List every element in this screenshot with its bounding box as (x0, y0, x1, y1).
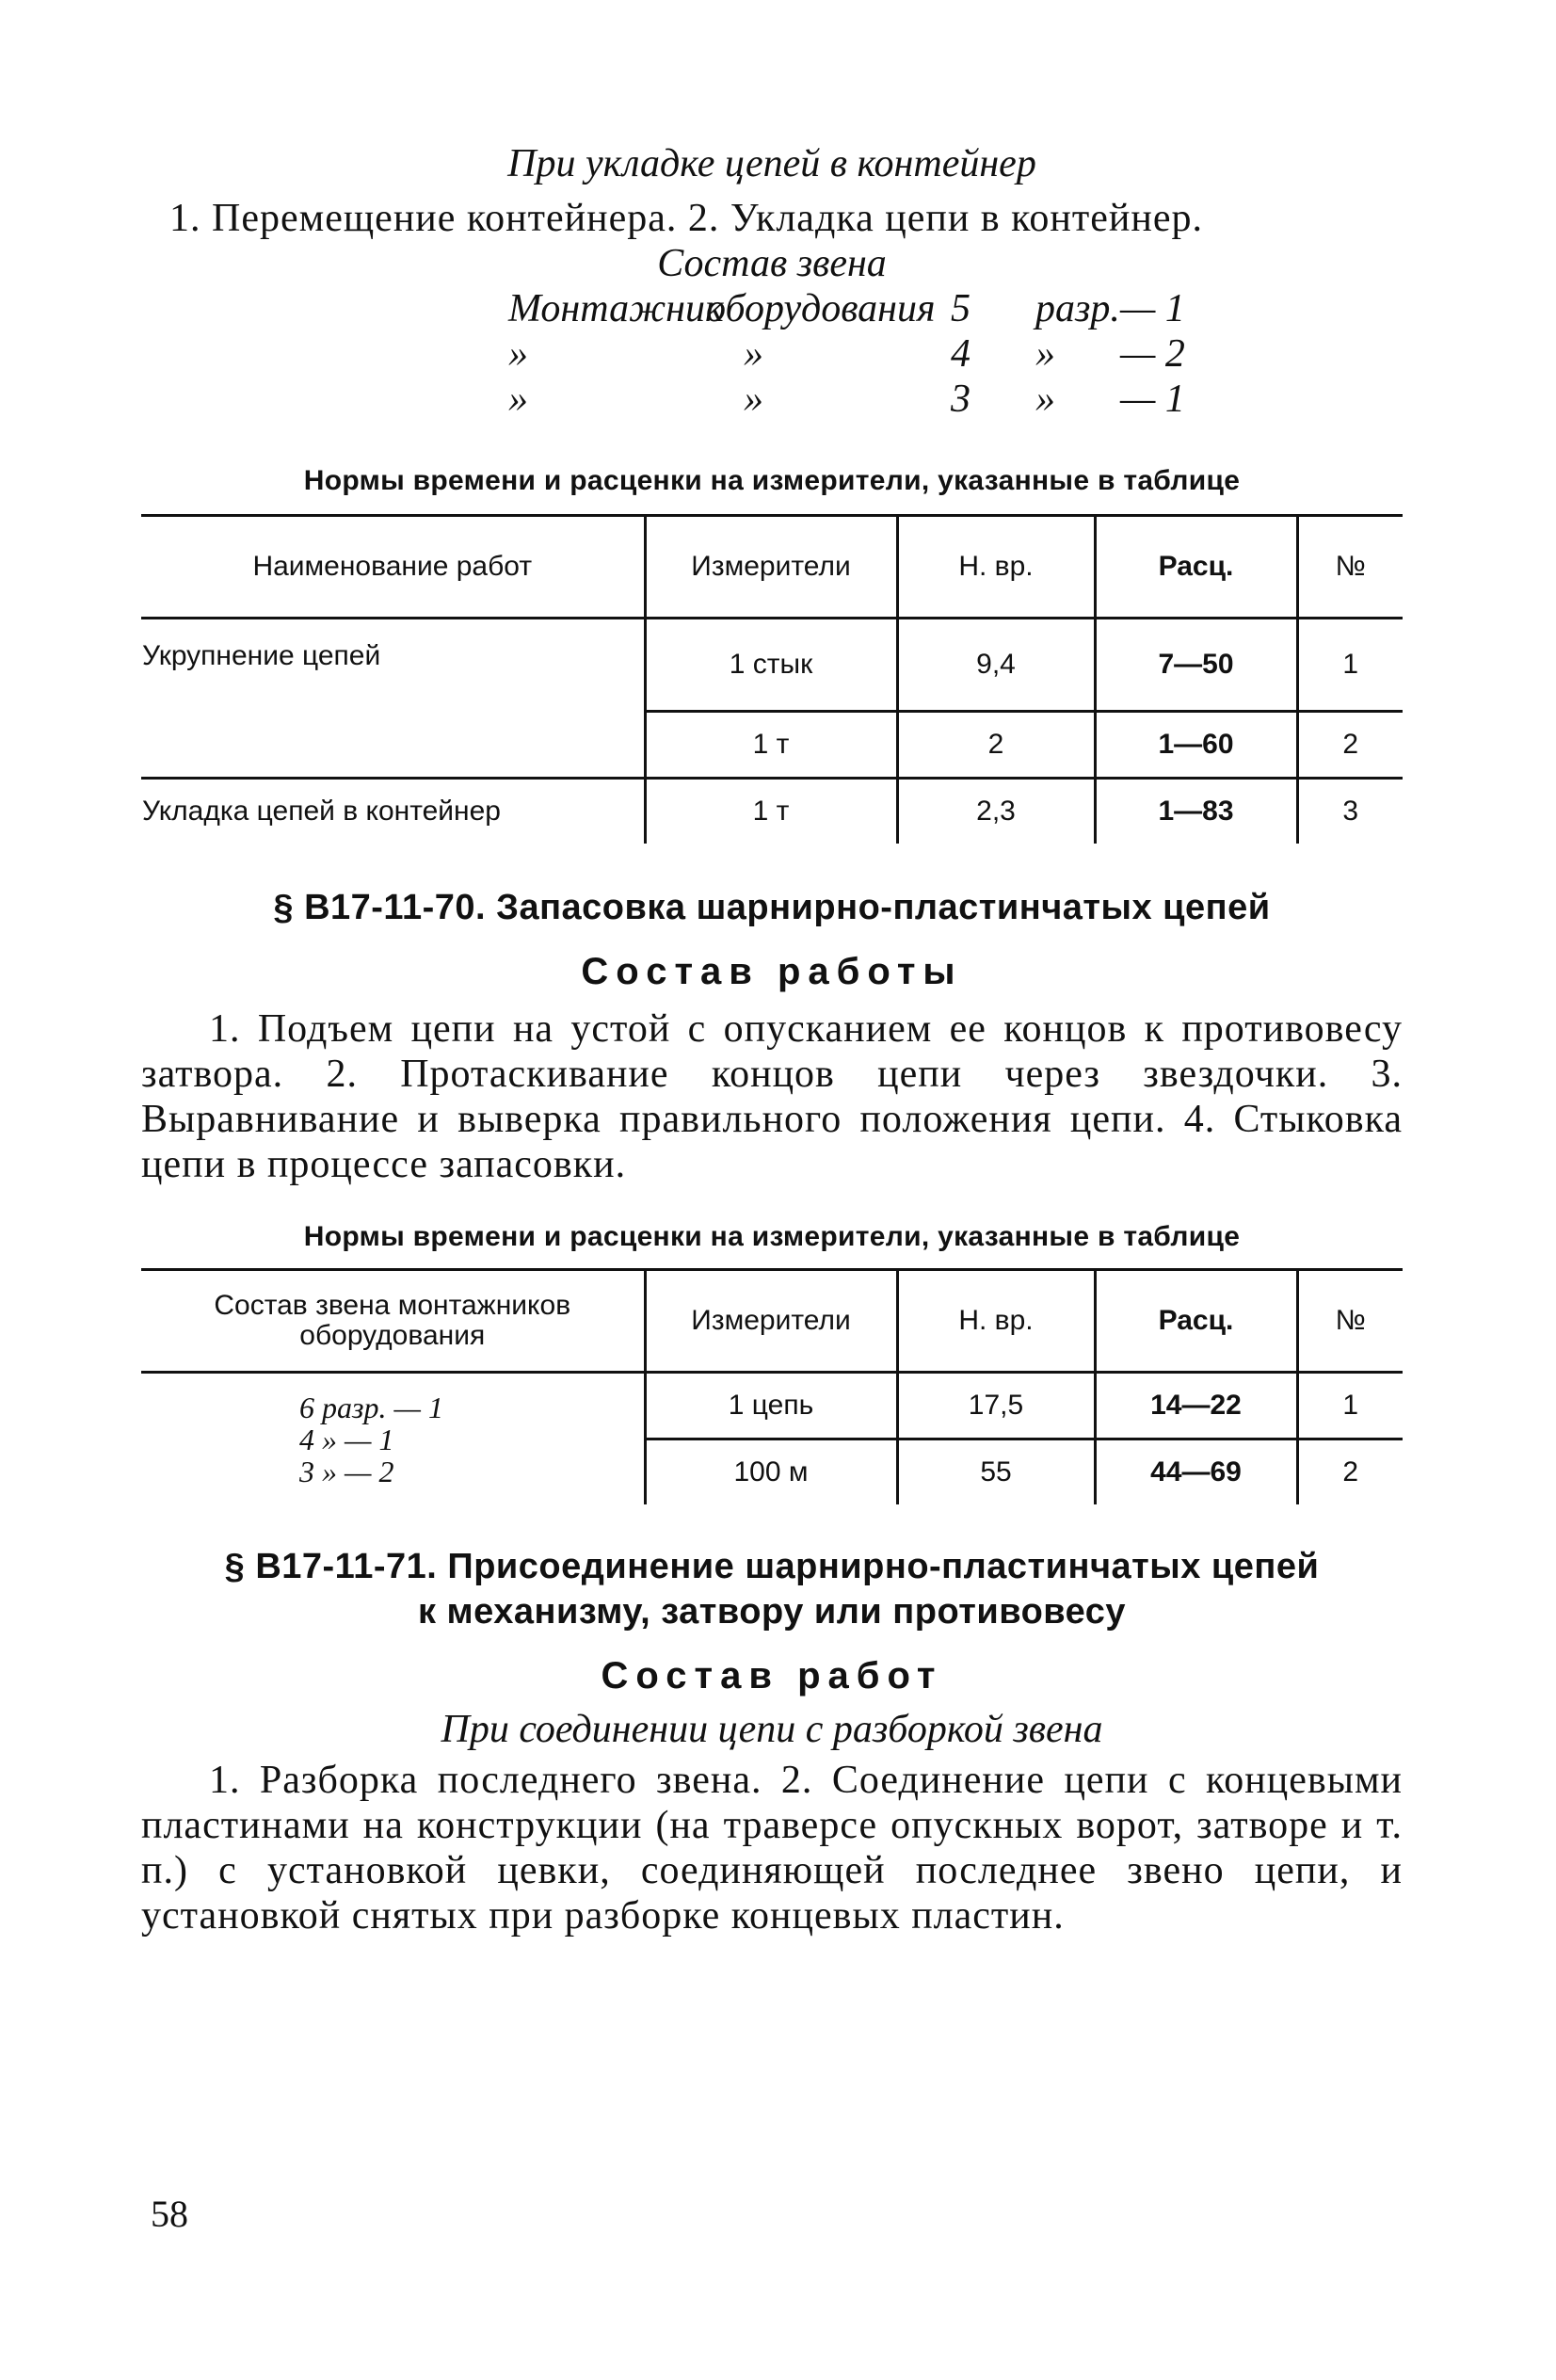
page-number: 58 (151, 2193, 188, 2235)
t2-row2-unit: 100 м (645, 1439, 897, 1505)
row2-rate: 1—60 (1095, 712, 1297, 779)
table-row (141, 779, 1403, 844)
row2-unit: 1 т (645, 712, 897, 779)
table2-header-rate: Расц. (1095, 1270, 1297, 1373)
section-71-work-heading: Состав работ (601, 1655, 943, 1697)
row1-time: 9,4 (897, 619, 1095, 712)
row3-num: 3 (1297, 779, 1403, 844)
crew-line-1: Монтажник оборудования 5 разр. — 1 (508, 287, 1185, 330)
table1-header-name: Наименование работ (141, 516, 645, 619)
subheading-container-laying: При укладке цепей в контейнер (507, 142, 1036, 185)
section-70-title: § В17-11-70. Запасовка шарнирно-пластинчатых цепей (273, 888, 1271, 927)
crew-line-2: » » 4 » — 2 (508, 332, 1185, 376)
row1-unit: 1 стык (645, 619, 897, 712)
row1-rate: 7—50 (1095, 619, 1297, 712)
table2-caption: Нормы времени и расценки на измерители, указанные в таблице (303, 1221, 1241, 1252)
t2-row2-time: 55 (897, 1439, 1095, 1505)
row2-time: 2 (897, 712, 1095, 779)
table1-header-rate: Расц. (1095, 516, 1297, 619)
table1-header-time: Н. вр. (897, 516, 1095, 619)
table1-caption: Нормы времени и расценки на измерители, указанные в таблице (303, 465, 1241, 496)
t2-row2-num: 2 (1297, 1439, 1403, 1505)
table-row (141, 619, 1403, 712)
crew-entry: 3 » — 2 (299, 1454, 394, 1488)
table2-crew-cell (141, 1373, 645, 1505)
section-70-work-heading: Состав работы (581, 951, 963, 992)
t2-row1-time: 17,5 (897, 1373, 1095, 1439)
row1-name: Укрупнение цепей (142, 640, 381, 671)
document-page (141, 141, 1403, 1938)
section-70-text: 1. Подъем цепи на устой с опусканием ее концов к противовесу затвора. 2. Протаскивание концов цепи через звездочки. 3. Выравнивание и выверка правильного положения цепи. 4. Стыковка цепи в процессе запасовки. (141, 1007, 1403, 1186)
table1-header-num: № (1297, 516, 1403, 619)
crew-entry: 6 разр. — 1 (299, 1390, 443, 1424)
row2-num: 2 (1297, 712, 1403, 779)
norms-table-1 (141, 514, 1403, 844)
t2-row1-unit: 1 цепь (645, 1373, 897, 1439)
section-71-title-line1: § В17-11-71. Присоединение шарнирно-пластинчатых цепей (224, 1547, 1320, 1586)
table2-header-crew: Состав звена монтажников оборудования (141, 1270, 645, 1373)
row3-name: Укладка цепей в контейнер (142, 796, 501, 827)
table2-header-unit: Измерители (645, 1270, 897, 1373)
t2-row2-rate: 44—69 (1095, 1439, 1297, 1505)
section-71-title-line2: к механизму, затвору или противовесу (417, 1592, 1127, 1632)
t2-row1-rate: 14—22 (1095, 1373, 1297, 1439)
crew-title: Состав звена (657, 242, 887, 285)
section-71-subheading: При соединении цепи с разборкой звена (441, 1708, 1103, 1751)
table1-header-row (141, 516, 1403, 619)
crew-line-3: » » 3 » — 1 (508, 378, 1185, 421)
table2-header-num: № (1297, 1270, 1403, 1373)
table2-header-row (141, 1270, 1403, 1373)
section-71-text: 1. Разборка последнего звена. 2. Соединение цепи с концевыми пластинами на конструкции (на траверсе опускных ворот, затворе и т. п.) с установкой цевки, соединяющей последнее звено цепи, и установкой снятых при разборке концевых пластин. (141, 1759, 1403, 1938)
row3-unit: 1 т (645, 779, 897, 844)
table2-header-time: Н. вр. (897, 1270, 1095, 1373)
crew-entry: 4 » — 1 (299, 1422, 394, 1456)
row3-rate: 1—83 (1095, 779, 1297, 844)
table-row (141, 1373, 1403, 1439)
row1-num: 1 (1297, 619, 1403, 712)
norms-table-2 (141, 1268, 1403, 1504)
row3-time: 2,3 (897, 779, 1095, 844)
table1-header-unit: Измерители (645, 516, 897, 619)
t2-row1-num: 1 (1297, 1373, 1403, 1439)
steps-text: 1. Перемещение контейнера. 2. Укладка цепи в контейнер. (169, 197, 1203, 240)
